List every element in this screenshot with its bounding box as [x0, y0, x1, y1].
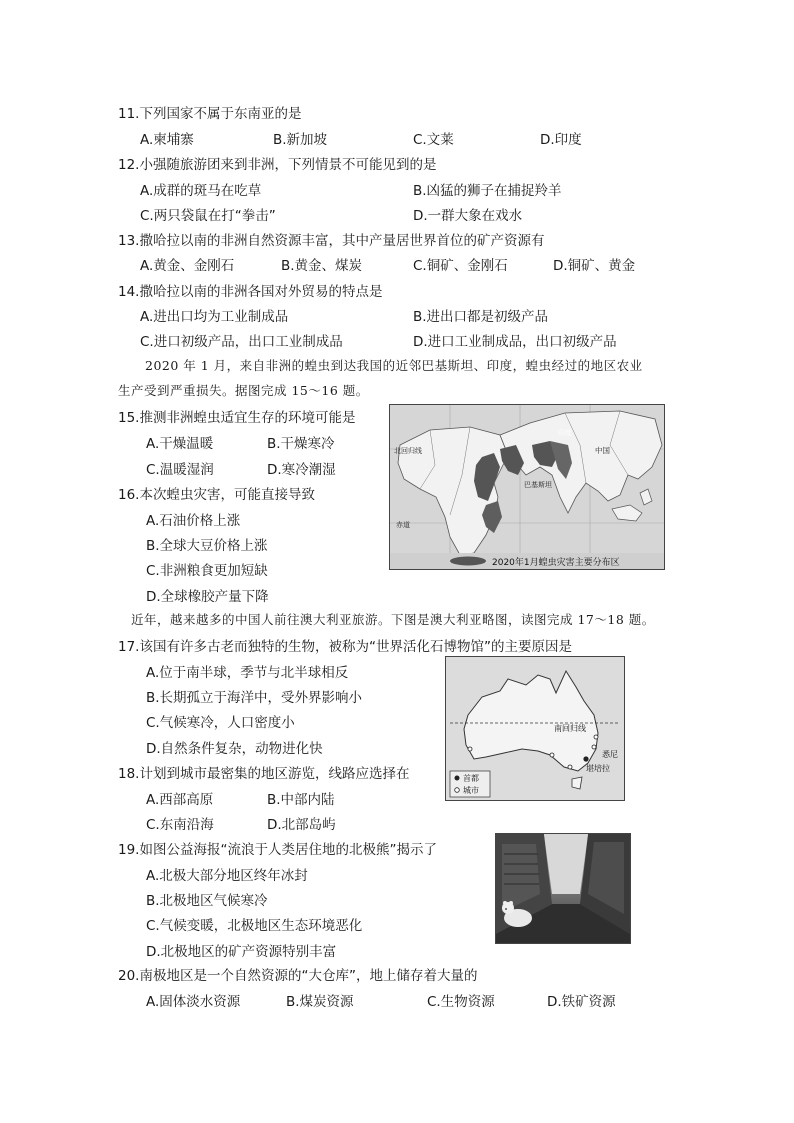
q17-option-c: C.气候寒冷，人口密度小 — [146, 715, 295, 731]
q20-option-b: B.煤炭资源 — [286, 994, 354, 1010]
intro-locust-line1: 2020 年 1 月，来自非洲的蝗虫到达我国的近邻巴基斯坦、印度，蝗虫经过的地区农业 — [145, 358, 643, 373]
map-label-equator: 赤道 — [396, 521, 410, 529]
q11-option-c: C.文莱 — [413, 132, 454, 148]
map-label-pakistan: 巴基斯坦 — [524, 481, 552, 489]
map-label-india: 印度 — [558, 429, 572, 437]
q18-option-b: B.中部内陆 — [267, 792, 335, 808]
q13-option-a: A.黄金、金刚石 — [140, 258, 235, 274]
q17-option-b: B.长期孤立于海洋中，受外界影响小 — [146, 690, 363, 706]
legend-swatch — [450, 557, 486, 566]
q14-option-c: C.进口初级产品，出口工业制成品 — [140, 334, 343, 350]
map-label-canberra: 堪培拉 — [586, 764, 610, 773]
q16-stem: 16.本次蝗虫灾害，可能直接导致 — [118, 487, 315, 503]
legend-capital: 首都 — [463, 774, 479, 783]
q14-option-a: A.进出口均为工业制成品 — [140, 309, 289, 325]
q15-stem: 15.推测非洲蝗虫适宜生存的环境可能是 — [118, 410, 356, 426]
q12-option-d: D.一群大象在戏水 — [413, 208, 523, 224]
q18-option-a: A.西部高原 — [146, 792, 214, 808]
q11-option-a: A.柬埔寨 — [140, 132, 194, 148]
q16-option-a: A.石油价格上涨 — [146, 513, 241, 529]
locust-distribution-map — [389, 404, 665, 570]
q19-option-a: A.北极大部分地区终年冰封 — [146, 868, 308, 884]
q15-option-d: D.寒冷潮湿 — [267, 462, 336, 478]
q12-option-a: A.成群的斑马在吃草 — [140, 183, 262, 199]
q11-stem: 11.下列国家不属于东南亚的是 — [118, 106, 302, 122]
map-label-tropic-south: 南回归线 — [554, 724, 586, 733]
legend-city: 城市 — [463, 786, 479, 795]
map-caption: 2020年1月蝗虫灾害主要分布区 — [492, 558, 620, 568]
q18-stem: 18.计划到城市最密集的地区游览，线路应选择在 — [118, 766, 410, 782]
q17-stem: 17.该国有许多古老而独特的生物，被称为“世界活化石博物馆”的主要原因是 — [118, 639, 572, 655]
q12-option-c: C.两只袋鼠在打“拳击” — [140, 208, 276, 224]
australia-map — [445, 656, 625, 801]
q19-option-c: C.气候变暖，北极地区生态环境恶化 — [146, 918, 363, 934]
intro-locust-line2: 生产受到严重损失。据图完成 15～16 题。 — [118, 383, 369, 398]
q19-stem: 19.如图公益海报“流浪于人类居住地的北极熊”揭示了 — [118, 842, 437, 858]
q20-option-d: D.铁矿资源 — [547, 994, 616, 1010]
q13-option-b: B.黄金、煤炭 — [281, 258, 363, 274]
map-label-sydney: 悉尼 — [602, 750, 618, 759]
q13-option-c: C.铜矿、金刚石 — [413, 258, 508, 274]
map-label-china: 中国 — [595, 446, 610, 455]
q11-option-b: B.新加坡 — [273, 132, 328, 148]
q12-option-b: B.凶猛的狮子在捕捉羚羊 — [413, 183, 562, 199]
intro-australia: 近年，越来越多的中国人前往澳大利亚旅游。下图是澳大利亚略图，读图完成 17～18 题。 — [131, 612, 655, 627]
q14-option-d: D.进口工业制成品，出口初级产品 — [413, 334, 617, 350]
q16-option-d: D.全球橡胶产量下降 — [146, 589, 269, 605]
q16-option-b: B.全球大豆价格上涨 — [146, 538, 268, 554]
q20-option-a: A.固体淡水资源 — [146, 994, 241, 1010]
q16-option-c: C.非洲粮食更加短缺 — [146, 563, 268, 579]
q17-option-a: A.位于南半球，季节与北半球相反 — [146, 665, 349, 681]
q20-option-c: C.生物资源 — [427, 994, 495, 1010]
q15-option-c: C.温暖湿润 — [146, 462, 214, 478]
q15-option-b: B.干燥寒冷 — [267, 436, 335, 452]
q13-stem: 13.撒哈拉以南的非洲自然资源丰富，其中产量居世界首位的矿产资源有 — [118, 233, 545, 249]
q18-option-c: C.东南沿海 — [146, 817, 214, 833]
polar-bear-poster-photo — [495, 833, 631, 944]
q14-option-b: B.进出口都是初级产品 — [413, 309, 549, 325]
q14-stem: 14.撒哈拉以南的非洲各国对外贸易的特点是 — [118, 284, 383, 300]
q19-option-d: D.北极地区的矿产资源特别丰富 — [146, 944, 337, 960]
q18-option-d: D.北部岛屿 — [267, 817, 336, 833]
q20-stem: 20.南极地区是一个自然资源的“大仓库”，地上储存着大量的 — [118, 968, 478, 984]
q11-option-d: D.印度 — [540, 132, 582, 148]
q12-stem: 12.小强随旅游团来到非洲，下列情景不可能见到的是 — [118, 157, 437, 173]
map-label-tropic: 北回归线 — [394, 447, 422, 455]
q19-option-b: B.北极地区气候寒冷 — [146, 893, 268, 909]
q15-option-a: A.干燥温暖 — [146, 436, 214, 452]
q13-option-d: D.铜矿、黄金 — [553, 258, 636, 274]
q17-option-d: D.自然条件复杂，动物进化快 — [146, 741, 323, 757]
capital-marker — [583, 756, 588, 761]
